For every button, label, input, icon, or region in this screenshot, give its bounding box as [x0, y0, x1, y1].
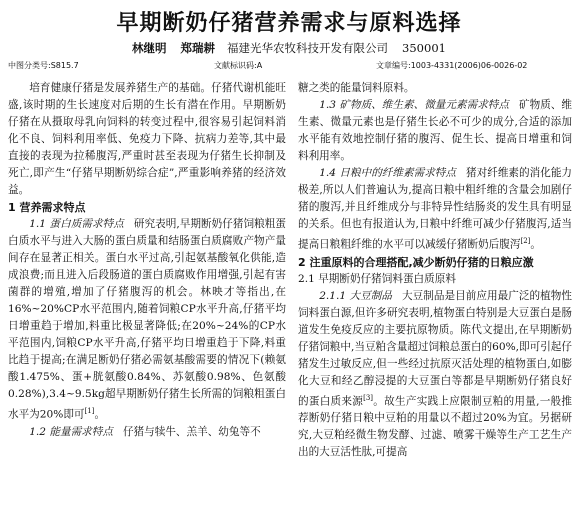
article-title: 早期断奶仔猪营养需求与原料选择: [116, 11, 462, 36]
paragraph-2-1-1: [298, 288, 572, 462]
paragraph-text: 大豆制品是目前应用最广泛的植物性饲料蛋白源,但许多研究表明,植物蛋白特别是大豆蛋白是肠道发生免疫反应的主要抗原物质。陈代文提出,在早期断奶仔猪饲粮中,当豆粕含量超过饲粮总蛋白的60%,即可引起仔猪发生过敏反应,但一些经过抗原灭活处理的植物蛋白,如膨化大豆和经乙醇浸提的大豆蛋白等都是早期断奶仔猪良好的蛋白质来源: [298, 289, 573, 408]
continued-paragraph: 糖之类的能量饲料原料。: [298, 82, 415, 94]
paragraph-text: 。: [94, 408, 106, 421]
citation: [2]: [520, 237, 531, 245]
citation: [1]: [84, 407, 95, 415]
subsection-heading: 1.2 能量需求特点: [29, 425, 113, 438]
subsection-heading: 1.1 蛋白质需求特点: [29, 218, 124, 230]
paragraph-text: 仔猪与犊牛、羔羊、幼兔等不: [122, 425, 261, 438]
paragraph-text: 矿物质、维生素、微量元素也是仔猪生长必不可少的成分,合适的添加水平能有效地控制仔猪的腹泻、促生长、提高日增重和饲料利用率。: [298, 99, 573, 162]
author-line: [0, 40, 578, 56]
clc-number: 中图分类号:S815.7: [8, 61, 79, 70]
article-number: 文章编号:1003-4331(2006)06-0026-02: [376, 61, 528, 70]
section-heading: 1 营养需求特点: [8, 201, 86, 214]
right-column: [298, 80, 572, 461]
section-heading: 2 注重原料的合理搭配,减少断奶仔猪的日粮应激: [298, 255, 534, 269]
subsection-heading: 2.1.1 大豆制品: [319, 289, 393, 302]
paragraph-text: 猪对纤维素的消化能力极差,所以人们普遍认为,提高日粮中粗纤维的含量会加剧仔猪的腹泻,并且纤维成分与非特异性结肠炎的发生具有明显的关系。但也有报道认为,日粮中纤维可减少仔猪腹泻,适当提高日粮粗纤维的水平可以减缓仔猪断奶后腹泻: [298, 167, 573, 251]
postal-code: 350001: [402, 41, 446, 55]
author-name: 郑瑞耕: [180, 41, 216, 55]
paragraph-1-2: [8, 424, 286, 441]
paragraph-text: 研究表明,早期断奶仔猪饲粮粗蛋白质水平与进入大肠的蛋白质量和结肠蛋白质腐败产物产量间存在显著正相关。蛋白水平过高,引起氨基酸氧化供能,造成浪费;而且进入后段肠道的蛋白质腐败作用增强,引起有害菌群的增殖,增加了仔猪腹泻的机会。林映才等指出,在16%~20%CP水平范围内,随着饲粮CP水平升高,仔猪平均日增重趋于增加,料重比极显著降低;在20%~24%的CP水平范围内,饲粮CP水平升高,仔猪平均日增重趋于下降,料重比趋于提高;在满足断奶仔猪必需氨基酸需要的情况下(赖氨酸1.475%、蛋+胱氨酸0.84%、苏氨酸0.98%、色氨酸0.28%),3.4~9.5kg超早期断奶仔猪生长所需的饲粮粗蛋白水平为20%即可: [8, 218, 286, 421]
subsection-heading: 1.3 矿物质、维生素、微量元素需求特点: [319, 99, 510, 111]
subsection-title: 2.1 早期断奶仔猪饲料蛋白质原料: [298, 272, 456, 285]
paragraph-1-1: [8, 216, 286, 424]
affiliation: 福建光华农牧科技开发有限公司: [227, 41, 389, 55]
document-code: 文献标识码:A: [214, 61, 263, 70]
subsection-heading: 1.4 日粮中的纤维素需求特点: [319, 167, 457, 179]
left-column: [8, 80, 286, 441]
paragraph-text: 。故生产实践上应限制豆粕的用量,一般推荐断奶仔猪日粮中豆粕的用量以不超过20%为宜。另据研究,大豆粕经微生物发酵、过滤、喷雾干燥等生产工艺生产出的大豆活性肽,可提高: [298, 395, 573, 459]
paragraph-text: 。: [530, 238, 541, 251]
intro-paragraph: 培育健康仔猪是发展养猪生产的基础。仔猪代谢机能旺盛,该时期的生长速度对后期的生长有潜在作用。早期断奶仔猪在从摄取母乳向饲料的转变过程中,很容易引起饲料消化不良、饲料利用率低、免疫力下降、抗病力差等,其中最直接的表现为拉稀腹泻,严重时甚至表现为仔猪生长抑制及死亡,即产生“仔猪早期断奶综合症”,严重影响养猪的经济效益。: [8, 82, 286, 196]
paragraph-1-4: [298, 165, 572, 254]
author-name: 林继明: [132, 41, 167, 55]
paragraph-1-3: [298, 97, 572, 165]
citation: [3]: [363, 393, 374, 402]
